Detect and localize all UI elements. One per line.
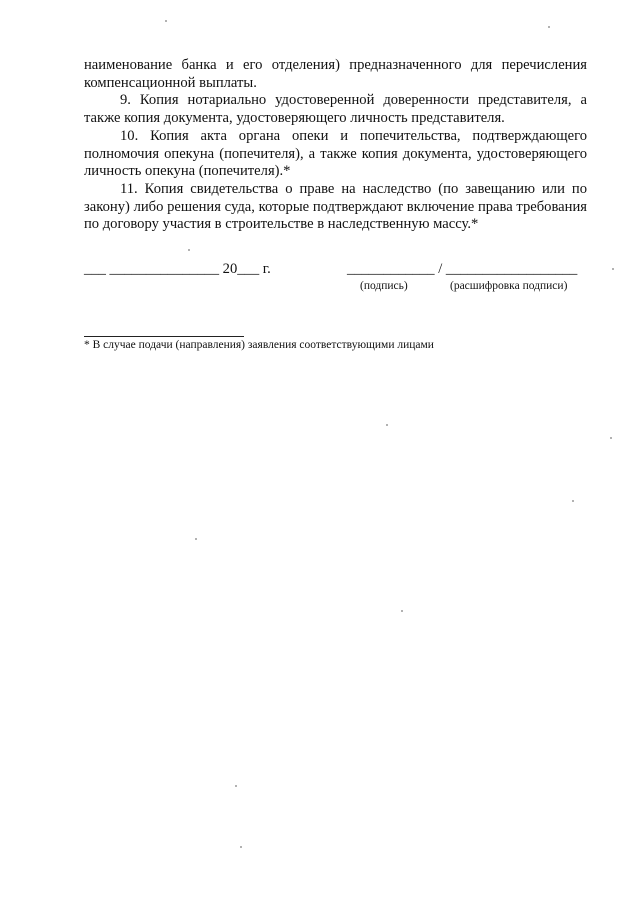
scan-speck (386, 424, 388, 426)
scan-speck (610, 437, 612, 439)
signature-caption: (подпись) (360, 280, 408, 292)
scan-speck (548, 26, 550, 28)
footnote: * В случае подачи (направления) заявления соответствующими лицами (84, 339, 434, 351)
scan-speck (195, 538, 197, 540)
scan-speck (572, 500, 574, 502)
document-body (84, 57, 587, 234)
footnote-divider (84, 336, 244, 337)
paragraph-continued: наименование банка и его отделения) предназначенного для перечисления компенсационной выплаты. (84, 57, 587, 91)
scan-speck (612, 268, 614, 270)
signature-line: ____________ / __________________ (347, 261, 578, 277)
date-line: ___ _______________ 20___ г. (84, 261, 271, 277)
scan-speck (401, 610, 403, 612)
list-item-9: 9. Копия нотариально удостоверенной доверенности представителя, а также копия документа, удостоверяющего личность представителя. (84, 92, 587, 127)
list-item-10: 10. Копия акта органа опеки и попечительства, подтверждающего полномочия опекуна (попечителя), а также копия документа, удостоверяющего личность опекуна (попечителя).* (84, 127, 587, 180)
scan-speck (188, 249, 190, 251)
signature-decode-caption: (расшифровка подписи) (450, 280, 568, 292)
list-item-11: 11. Копия свидетельства о праве на наследство (по завещанию или по закону) либо решения суда, которые подтверждают включение права требования по договору участия в строительстве в наследственную массу.* (84, 180, 587, 233)
scan-speck (235, 785, 237, 787)
scan-speck (165, 20, 167, 22)
scan-speck (240, 846, 242, 848)
signature-block (84, 261, 587, 301)
